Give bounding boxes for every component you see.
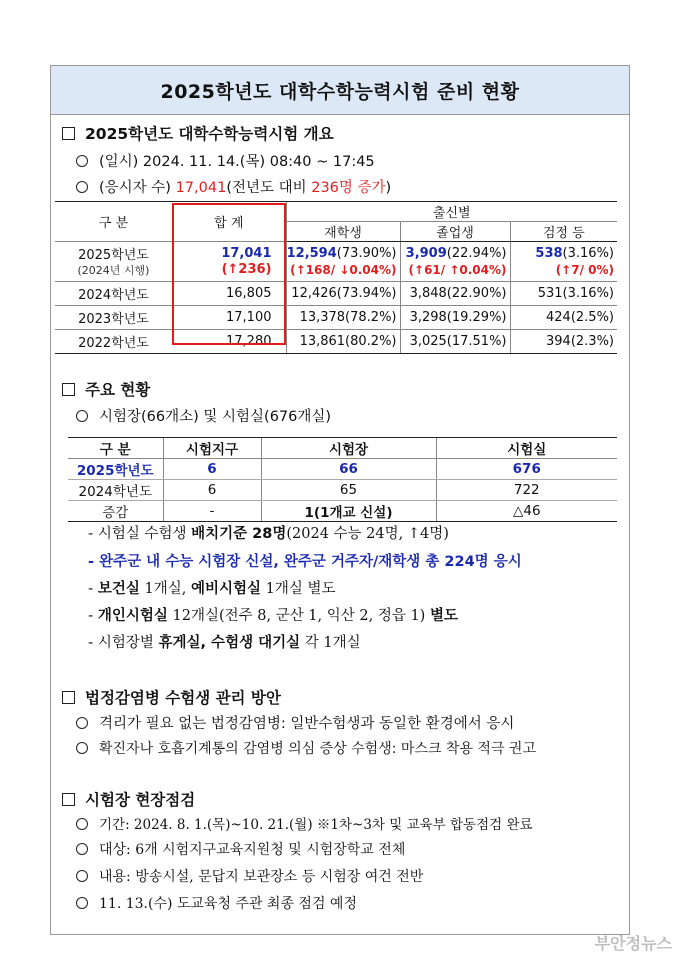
dash-item-private-room: - 개인시험실 12개실(전주 8, 군산 1, 익산 2, 정읍 1) 별도 [88, 608, 458, 624]
venue-table [68, 438, 617, 522]
dash-item-wanju: - 완주군 내 수능 시험장 신설, 완주군 거주자/재학생 총 224명 응시 [88, 554, 522, 570]
status-summary-line: 시험장(66개소) 및 시험실(676개실) [76, 405, 331, 426]
circle-bullet-icon [76, 410, 88, 422]
section-overview-heading: 2025학년도 대학수학능력시험 개요 [62, 122, 334, 144]
header-total: 합 계 [172, 202, 286, 242]
table-row: 2024학년도 6 65 722 [68, 480, 617, 501]
infection-item: 확진자나 호흡기계통의 감염병 의심 증상 수험생: 마스크 착용 적극 권고 [76, 738, 536, 758]
header-graduate: 졸업생 [400, 222, 510, 242]
table-header-row: 구 분 시험지구 시험장 시험실 [68, 438, 617, 459]
inspection-item: 11. 13.(수) 도교육청 주관 최종 점검 예정 [76, 893, 357, 913]
document-title: 2025학년도 대학수학능력시험 준비 현황 [51, 66, 629, 115]
exam-date-line: (일시) 2024. 11. 14.(목) 08:40 ~ 17:45 [76, 150, 375, 171]
inspection-item: 기간: 2024. 8. 1.(목)~10. 21.(월) ※1차~3차 및 교육부 합동점검 완료 [76, 813, 533, 833]
table-row: 증감 - 1(1개교 신설) △46 [68, 501, 617, 522]
table-row: 2024학년도 16,805 12,426(73.94%) 3,848(22.90%) 531(3.16%) [55, 282, 617, 306]
circle-bullet-icon [76, 897, 88, 909]
inspection-item: 내용: 방송시설, 문답지 보관장소 등 시험장 여건 전반 [76, 866, 423, 886]
circle-bullet-icon [76, 818, 88, 830]
section-status-heading: 주요 현황 [62, 378, 150, 400]
header-category: 구 분 [55, 202, 172, 242]
circle-bullet-icon [76, 717, 88, 729]
infection-item: 격리가 필요 없는 법정감염병: 일반수험생과 동일한 환경에서 응시 [76, 712, 514, 733]
circle-bullet-icon [76, 181, 88, 193]
watermark-logo: 부안정뉴스 [594, 934, 672, 953]
header-enrolled: 재학생 [286, 222, 400, 242]
section-inspection-heading: 시험장 현장점검 [62, 788, 195, 810]
checkbox-square-icon [62, 691, 75, 704]
circle-bullet-icon [76, 843, 88, 855]
table-row: 2022학년도 17,280 13,861(80.2%) 3,025(17.51%) 394(2.3%) [55, 330, 617, 354]
table-row: 2023학년도 17,100 13,378(78.2%) 3,298(19.29%) 424(2.5%) [55, 306, 617, 330]
checkbox-square-icon [62, 383, 75, 396]
circle-bullet-icon [76, 155, 88, 167]
table-row-2025: 2025학년도 6 66 676 [68, 459, 617, 480]
inspection-item: 대상: 6개 시험지구교육지원청 및 시험장학교 전체 [76, 839, 405, 859]
dash-item-lounge: - 시험장별 휴게실, 수험생 대기실 각 1개실 [88, 635, 361, 651]
dash-item-seating: - 시험실 수험생 배치기준 28명(2024 수능 24명, ↑4명) [88, 526, 449, 542]
section-infection-heading: 법정감염병 수험생 관리 방안 [62, 686, 281, 708]
checkbox-square-icon [62, 127, 75, 140]
checkbox-square-icon [62, 793, 75, 806]
applicants-line: (응시자 수) 17,041(전년도 대비 236명 증가) [76, 176, 391, 197]
circle-bullet-icon [76, 742, 88, 754]
applicants-table [55, 202, 617, 354]
circle-bullet-icon [76, 870, 88, 882]
header-ged: 검정 등 [510, 222, 617, 242]
table-row-2025: 2025학년도 (2024년 시행) 17,041 (↑236) 12,594(73.90%) (↑168/ ↓0.04%) 3,909(22.94%) (↑61/ ↑0.04%) 538(3.16%) (↑7/ 0%) [55, 242, 617, 282]
total-column-highlight [172, 203, 286, 345]
header-origin: 출신별 [286, 202, 617, 222]
dash-item-health-room: - 보건실 1개실, 예비시험실 1개실 별도 [88, 581, 336, 597]
